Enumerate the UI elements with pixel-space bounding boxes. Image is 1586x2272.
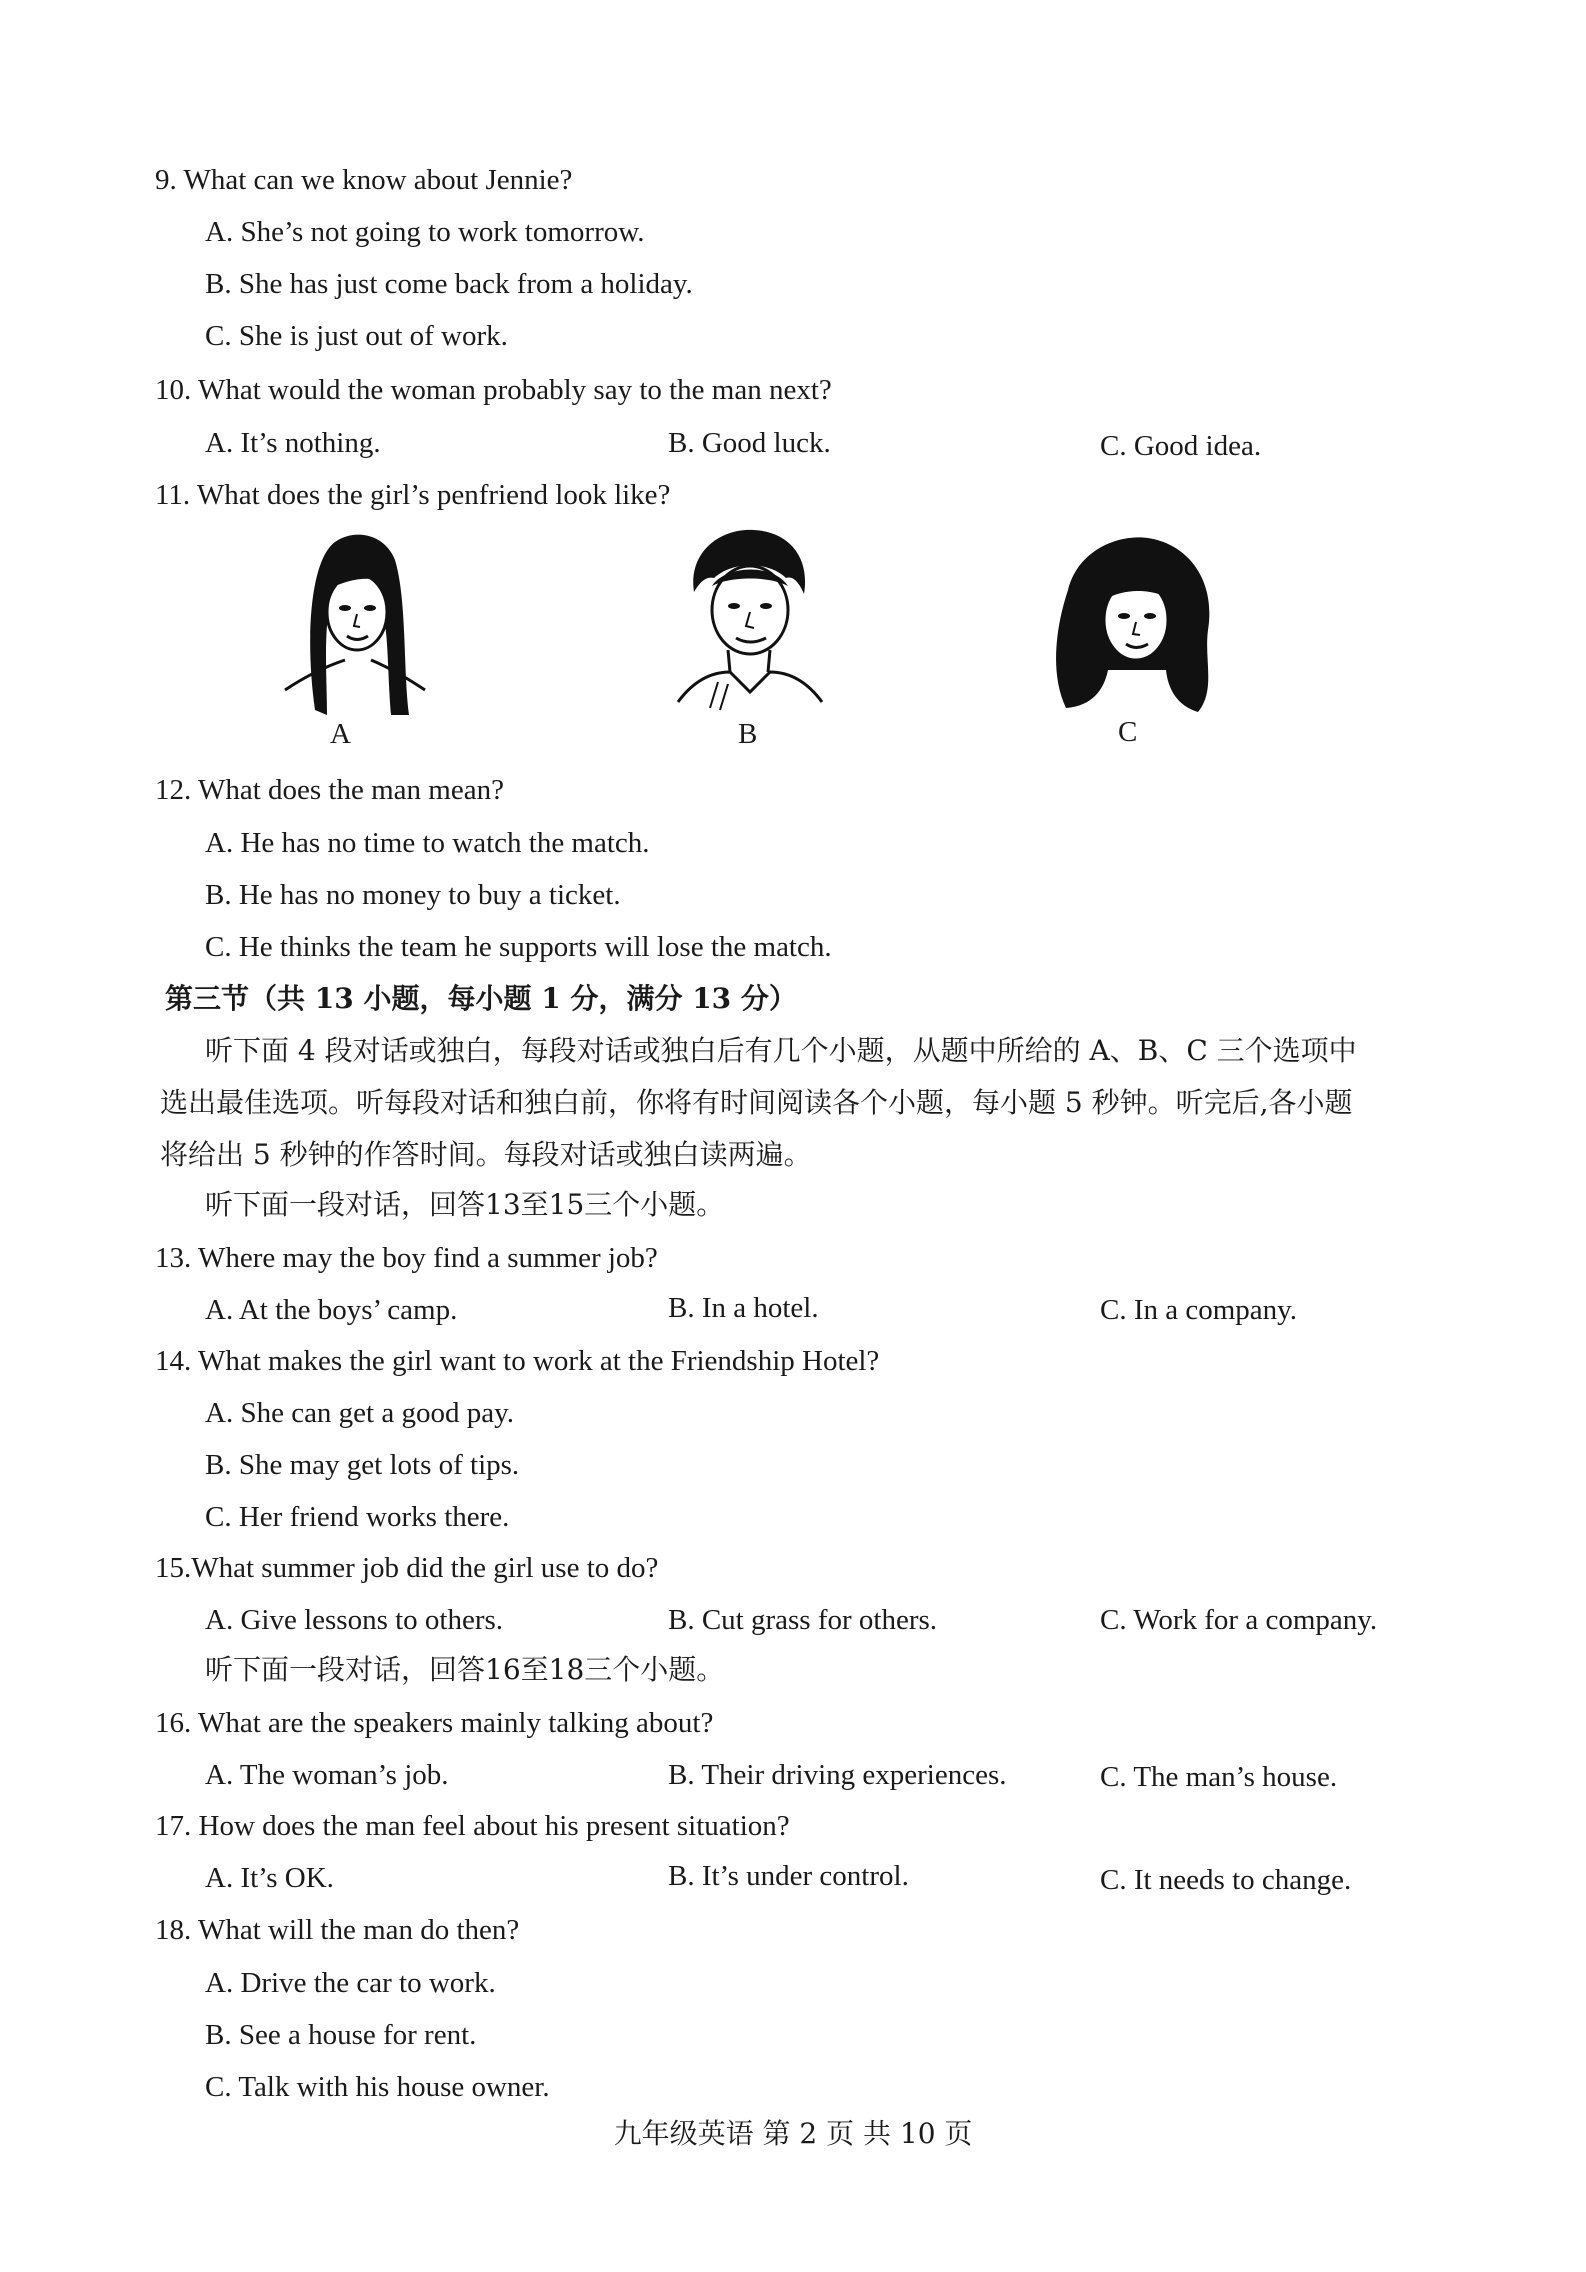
figure-label-a: A [330, 718, 351, 750]
q13-option-c: C. In a company. [1100, 1294, 1298, 1326]
question-12: 12. What does the man mean? [155, 774, 504, 806]
q12-option-b: B. He has no money to buy a ticket. [205, 879, 621, 911]
question-10: 10. What would the woman probably say to the man next? [155, 374, 832, 406]
question-9: 9. What can we know about Jennie? [155, 164, 573, 196]
section-3-heading: 第三节（共 13 小题，每小题 1 分，满分 13 分） [165, 982, 797, 1015]
q13-option-b: B. In a hotel. [668, 1292, 819, 1324]
question-16: 16. What are the speakers mainly talking about? [155, 1707, 714, 1739]
q17-option-b: B. It’s under control. [668, 1860, 909, 1892]
figure-label-b: B [738, 718, 758, 750]
q10-option-a: A. It’s nothing. [205, 427, 381, 459]
q15-option-c: C. Work for a company. [1100, 1604, 1378, 1636]
dialogue-2-note: 听下面一段对话，回答16至18三个小题。 [205, 1653, 725, 1686]
figure-label-c: C [1118, 716, 1138, 748]
section-3-instruction-line-2: 选出最佳选项。听每段对话和独白前，你将有时间阅读各个小题，每小题 5 秒钟。听完后,各小题 [160, 1086, 1353, 1119]
q12-option-a: A. He has no time to watch the match. [205, 827, 650, 859]
q16-option-a: A. The woman’s job. [205, 1759, 449, 1791]
q10-option-c: C. Good idea. [1100, 430, 1262, 462]
q18-option-c: C. Talk with his house owner. [205, 2071, 550, 2103]
section-3-instruction-line-1: 听下面 4 段对话或独白，每段对话或独白后有几个小题，从题中所给的 A、B、C 三个选项中 [205, 1034, 1357, 1067]
q15-option-b: B. Cut grass for others. [668, 1604, 938, 1636]
page-footer: 九年级英语 第 2 页 共 10 页 [613, 2117, 973, 2150]
dialogue-1-note: 听下面一段对话，回答13至15三个小题。 [205, 1188, 725, 1221]
q10-option-b: B. Good luck. [668, 427, 831, 459]
q16-option-b: B. Their driving experiences. [668, 1759, 1007, 1791]
q17-option-a: A. It’s OK. [205, 1862, 334, 1894]
portrait-b-short-hair-icon [670, 522, 830, 718]
q14-option-b: B. She may get lots of tips. [205, 1449, 520, 1481]
q18-option-b: B. See a house for rent. [205, 2019, 477, 2051]
q15-option-a: A. Give lessons to others. [205, 1604, 504, 1636]
q14-option-a: A. She can get a good pay. [205, 1397, 514, 1429]
q16-option-c: C. The man’s house. [1100, 1761, 1338, 1793]
question-14: 14. What makes the girl want to work at the Friendship Hotel? [155, 1345, 880, 1377]
question-17: 17. How does the man feel about his present situation? [155, 1810, 790, 1842]
q9-option-b: B. She has just come back from a holiday. [205, 268, 693, 300]
q9-option-a: A. She’s not going to work tomorrow. [205, 216, 645, 248]
section-3-instruction-line-3: 将给出 5 秒钟的作答时间。每段对话或独白读两遍。 [160, 1138, 812, 1171]
question-18: 18. What will the man do then? [155, 1914, 520, 1946]
q17-option-c: C. It needs to change. [1100, 1864, 1352, 1896]
q12-option-c: C. He thinks the team he supports will lose the match. [205, 931, 832, 963]
question-11: 11. What does the girl’s penfriend look like? [155, 479, 671, 511]
portrait-a-long-straight-hair-icon [275, 520, 435, 720]
question-15: 15.What summer job did the girl use to do? [155, 1552, 659, 1584]
q18-option-a: A. Drive the car to work. [205, 1967, 496, 1999]
q14-option-c: C. Her friend works there. [205, 1501, 510, 1533]
q13-option-a: A. At the boys’ camp. [205, 1294, 458, 1326]
portrait-c-curly-hair-icon [1048, 530, 1224, 720]
q9-option-c: C. She is just out of work. [205, 320, 508, 352]
question-13: 13. Where may the boy find a summer job? [155, 1242, 658, 1274]
